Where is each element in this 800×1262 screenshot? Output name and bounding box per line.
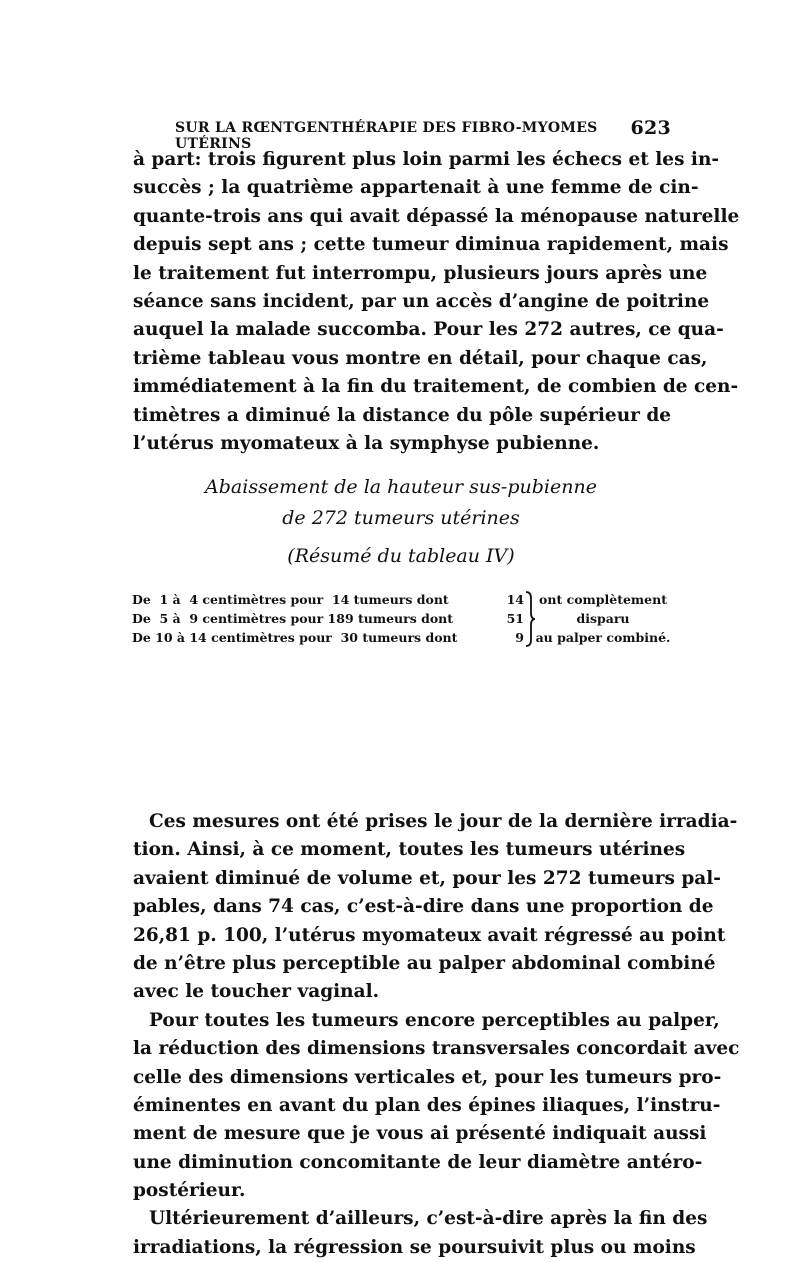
text-line: une diminution concomitante de leur diamètre antéro- [133,1151,703,1173]
text-line: éminentes en avant du plan des épines iliaques, l’instru- [133,1094,721,1116]
text-line: celle des dimensions verticales et, pour les tumeurs pro- [133,1066,722,1088]
summary-row-desc: De 5 à 9 centimètres pour 189 tumeurs dont [132,611,454,626]
summary-outcome-line: au palper combiné. [535,630,671,645]
summary-row-desc: De 1 à 4 centimètres pour 14 tumeurs dont [132,592,449,607]
text-line: depuis sept ans ; cette tumeur diminua rapidement, mais [133,234,729,256]
text-line: succès ; la quatrième appartenait à une femme de cin- [133,177,699,199]
running-title: SUR LA RŒNTGENTHÉRAPIE DES FIBRO-MYOMES UTÉRINS [175,120,598,152]
text-line: tion. Ainsi, à ce moment, toutes les tumeurs utérines [133,839,686,861]
text-line: à part: trois figurent plus loin parmi les échecs et les in- [133,149,720,170]
text-line: l’utérus myomateux à la symphyse pubienne. [133,432,600,454]
summary-row [132,609,524,629]
summary-row [132,628,524,648]
text-line: auquel la malade succomba. Pour les 272 autres, ce qua- [133,319,724,341]
summary-table [132,590,672,650]
text-line: avaient diminué de volume et, pour les 272 tumeurs pal- [133,867,721,889]
text-line: immédiatement à la fin du traitement, de combien de cen- [133,376,739,398]
table-subtitle: (Résumé du tableau IV) [287,545,515,567]
text-line: postérieur. [133,1180,246,1202]
summary-row-count: 9 [515,630,524,645]
text-line: de n’être plus perceptible au palper abdominal combiné [133,952,716,974]
summary-outcome-line: ont complètement [539,592,667,607]
table-title-line-1: Abaissement de la hauteur sus-pubienne [205,476,597,498]
text-line: Ces mesures ont été prises le jour de la dernière irradia- [149,811,738,832]
paragraph-1 [133,146,740,458]
text-line: irradiations, la régression se poursuivit plus ou moins [133,1236,696,1258]
text-line: la réduction des dimensions transversales concordait avec [133,1038,740,1060]
summary-row-count: 51 [506,611,524,626]
text-line: trième tableau vous montre en détail, pour chaque cas, [133,347,708,369]
text-line: timètres a diminué la distance du pôle supérieur de [133,404,672,426]
summary-outcome-line: disparu [576,611,630,626]
text-line: quante-trois ans qui avait dépassé la ménopause naturelle [133,205,740,227]
page-number: 623 [630,117,671,139]
summary-row-desc: De 10 à 14 centimètres pour 30 tumeurs dont [132,630,458,645]
text-line: Ultérieurement d’ailleurs, c’est-à-dire après la fin des [149,1208,708,1230]
text-line: Pour toutes les tumeurs encore perceptibles au palper, [149,1009,720,1031]
table-title-line-2: de 272 tumeurs utérines [282,507,520,529]
summary-row [132,590,524,610]
text-line: pables, dans 74 cas, c’est-à-dire dans une proportion de [133,896,714,918]
paragraph-2 [133,808,740,1262]
running-header [175,117,671,152]
text-line: le traitement fut interrompu, plusieurs jours après une [133,262,708,284]
text-line: 26,81 p. 100, l’utérus myomateux avait régressé au point [133,924,726,946]
text-line: avec le toucher vaginal. [133,981,380,1003]
summary-row-count: 14 [506,592,524,607]
text-line: ment de mesure que je vous ai présenté indiquait aussi [133,1123,707,1145]
text-line: séance sans incident, par un accès d’angine de poitrine [133,290,710,312]
